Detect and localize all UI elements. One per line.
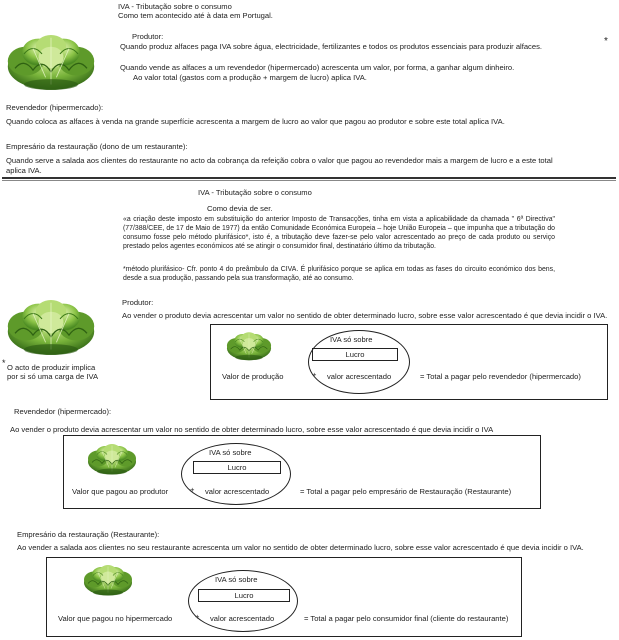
side-note: O acto de produzir implica por si só uma carga de IVA [7,363,99,382]
lettuce-icon [6,28,96,96]
top-empresario-text-1: Quando serve a salada aos clientes do restaurante no acto da cobrança da refeição cobra o valor que pagou ao revendedor mais a margem de lucro e a este total [6,156,553,165]
diagram-iva-label: IVA só sobre [209,448,252,457]
top-produtor-label: Produtor: [132,32,164,41]
bottom-produtor-text: Ao vender o produto devia acrescentar um valor no sentido de obter determinado lucro, sobre esse valor acrescentado é que devia incidir o IVA. [122,311,608,320]
diagram-added-label: valor acrescentado [205,487,270,496]
footnote-plurifasico: *método plurifásico- Cfr. ponto 4 do preâmbulo da CIVA. É plurifásico porque se aplica em todas as fases do circuito económico dos bens, desde a sua produção, passando pela sua transformação, até ao consumo. [123,266,555,282]
diagram-added-label: valor acrescentado [327,372,392,381]
bottom-revendedor-label: Revendedor (hipermercado): [14,407,112,416]
side-note-asterisk: * [2,358,6,368]
bottom-produtor-label: Produtor: [122,298,154,307]
top-subtitle: Como tem acontecido até à data em Portugal. [118,11,273,20]
top-produtor-text-2a: Quando vende as alfaces a um revendedor (hipermercado) acrescenta um valor, por forma, a ganhar algum dinheiro. [120,63,515,72]
section-divider [2,177,616,181]
bottom-empresario-label: Empresário da restauração (Restaurante): [17,530,160,539]
diagram-base-label: Valor que pagou no hipermercado [58,614,173,623]
diagram-base-label: Valor de produção [222,372,284,381]
diagram-lucro-box: Lucro [312,348,398,361]
lettuce-icon [226,328,272,364]
diagram-plus: + [312,370,317,379]
bottom-revendedor-text: Ao vender o produto devia acrescentar um valor no sentido de obter determinado lucro, sobre esse valor acrescentado é que devia incidir o IVA [10,425,494,434]
bottom-title: IVA - Tributação sobre o consumo [198,188,312,197]
diagram-lucro-box: Lucro [198,589,290,602]
top-empresario-text-2: aplica IVA. [6,166,42,175]
diagram-iva-label: IVA só sobre [215,575,258,584]
top-produtor-text-2b: Ao valor total (gastos com a produção + margem de lucro) aplica IVA. [133,73,367,82]
lettuce-icon [6,292,96,362]
bottom-empresario-text: Ao vender a salada aos clientes no seu restaurante acrescenta um valor no sentido de obter determinado lucro, sobre esse valor acrescentado é que devia incidir o IVA. [17,543,584,552]
bottom-subtitle: Como devia de ser. [207,204,273,213]
diagram-plus: + [190,485,195,494]
top-title: IVA - Tributação sobre o consumo [118,2,232,11]
top-revendedor-text: Quando coloca as alfaces à venda na grande superfície acrescenta a margem de lucro ao valor que pagou ao produtor e sobre este total aplica IVA. [6,117,505,126]
diagram-iva-label: IVA só sobre [330,335,373,344]
diagram-lucro-box: Lucro [193,461,281,474]
top-produtor-text: Quando produz alfaces paga IVA sobre água, electricidade, fertilizantes e todos os produtos essenciais para produzir alfaces. [120,42,542,51]
lettuce-icon [83,561,133,599]
diagram-base-label: Valor que pagou ao produtor [72,487,169,496]
lettuce-icon [87,440,137,478]
legal-quote: «a criação deste imposto em substituição do anterior Imposto de Transacções, tinha em vista a aplicabilidade da chamada " 6ª Directiva" (77/388/CEE, de 17 de Maio de 1977) da então Comunidade Económica Europeia – hoje União Europeia – que impunha que a tributação do consumo fosse pelo método plurifásico*, isto é, a tributação deve fazer-se pelo valor acrescentado ao preço de cada produto ou serviço prestado pelos agentes económicos até se atingir o consumidor final, destinatário último da tributação. [123,216,555,250]
top-empresario-label: Empresário da restauração (dono de um restaurante): [6,142,188,151]
top-revendedor-label: Revendedor (hipermercado): [6,103,104,112]
diagram-result-label: = Total a pagar pelo empresário de Restauração (Restaurante) [300,487,512,496]
top-asterisk: * [604,36,608,47]
diagram-result-label: = Total a pagar pelo revendedor (hipermercado) [420,372,581,381]
diagram-result-label: = Total a pagar pelo consumidor final (cliente do restaurante) [304,614,509,623]
diagram-plus: + [195,612,200,621]
diagram-added-label: valor acrescentado [210,614,275,623]
